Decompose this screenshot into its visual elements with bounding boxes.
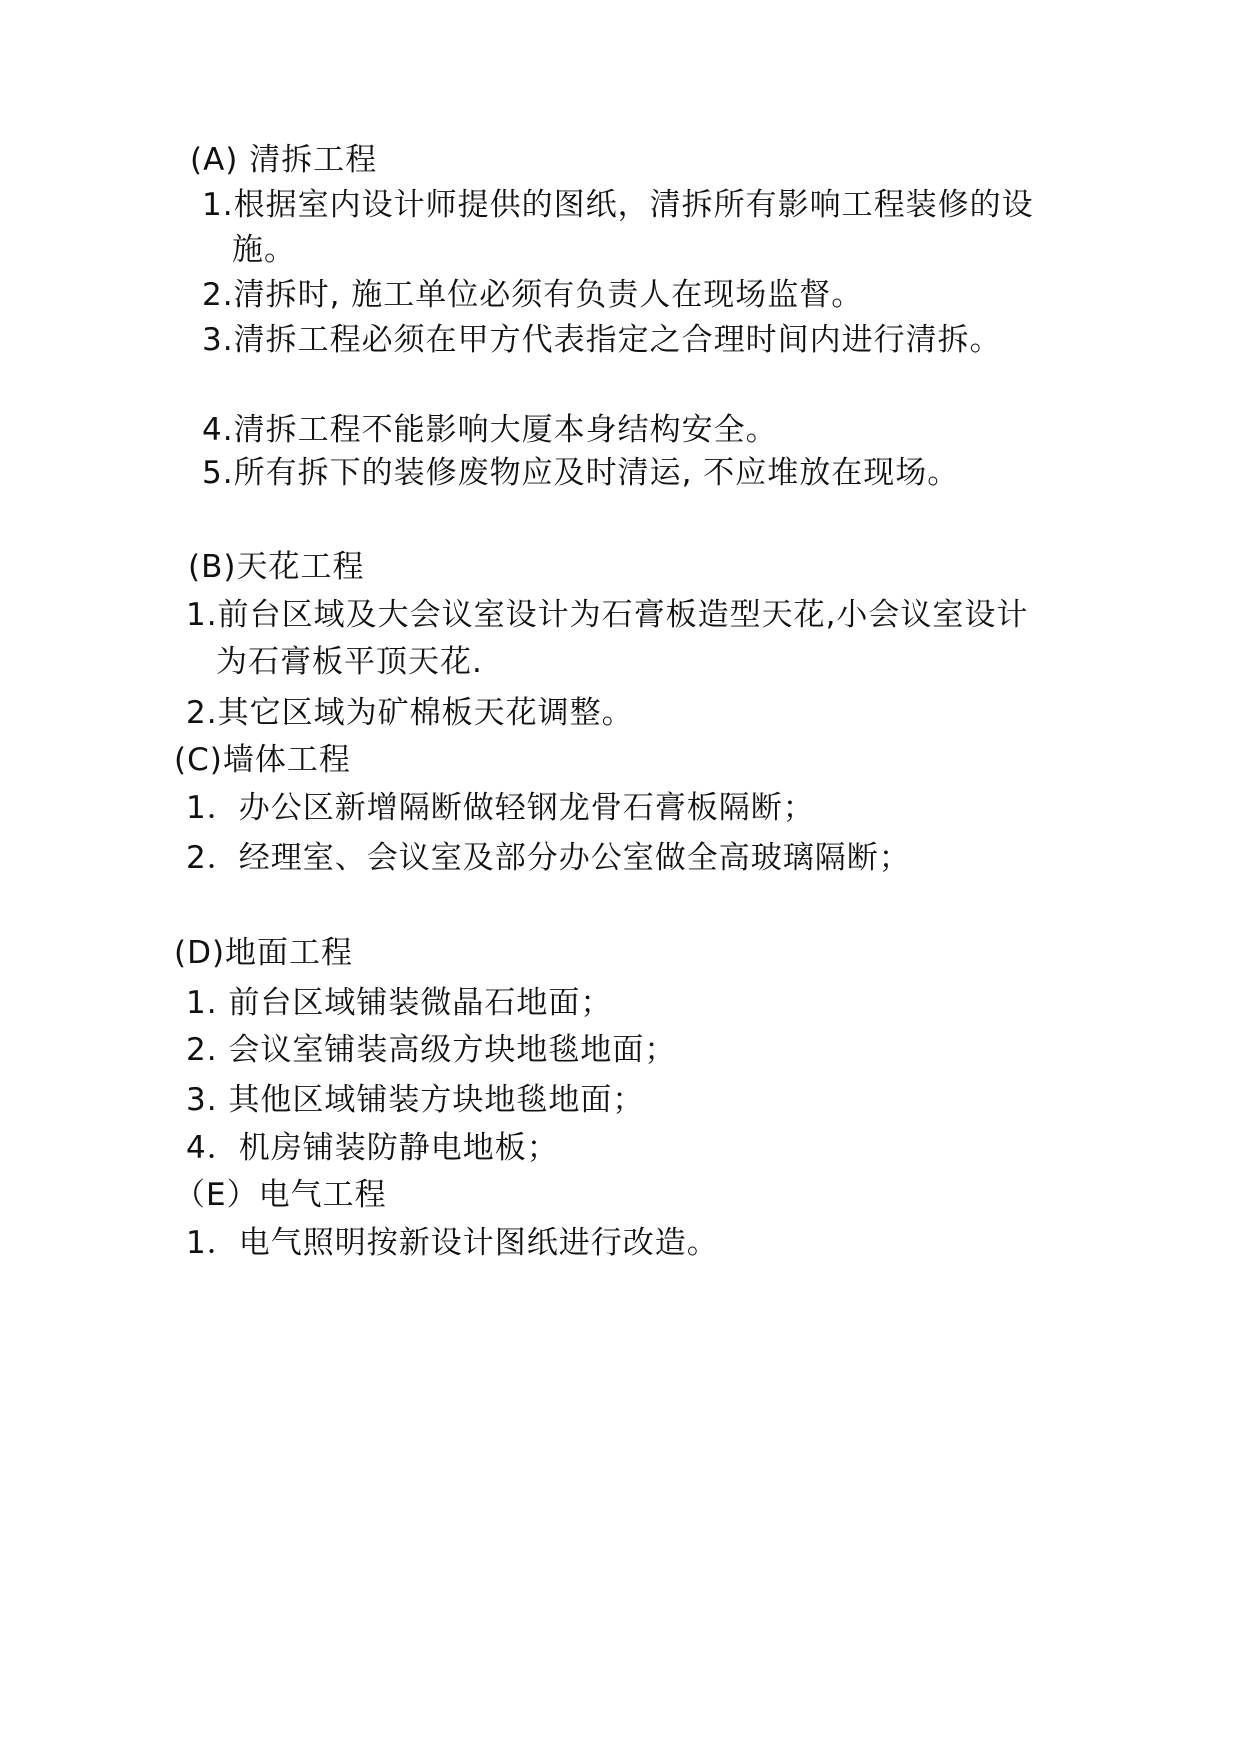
list-item: 1．电气照明按新设计图纸进行改造。 bbox=[186, 1225, 719, 1261]
list-item: 1．办公区新增隔断做轻钢龙骨石膏板隔断； bbox=[186, 790, 815, 826]
section-a-title: (A) 清拆工程 bbox=[190, 142, 378, 178]
section-b-title: (B)天花工程 bbox=[188, 549, 365, 585]
list-item-continuation: 施。 bbox=[232, 232, 296, 268]
list-item-continuation: 为石膏板平顶天花. bbox=[216, 644, 483, 680]
list-item: 1. 前台区域铺装微晶石地面； bbox=[186, 985, 613, 1021]
list-item: 1.前台区域及大会议室设计为石膏板造型天花,小会议室设计 bbox=[186, 597, 1029, 633]
section-c-title: (C)墙体工程 bbox=[174, 742, 351, 778]
list-item: 3.清拆工程必须在甲方代表指定之合理时间内进行清拆。 bbox=[202, 322, 1002, 358]
section-d-title: (D)地面工程 bbox=[174, 935, 354, 971]
section-e-title: （E）电气工程 bbox=[174, 1177, 387, 1213]
list-item: 3. 其他区域铺装方块地毯地面； bbox=[186, 1082, 645, 1118]
list-item: 2. 会议室铺装高级方块地毯地面； bbox=[186, 1032, 677, 1068]
list-item: 5.所有拆下的装修废物应及时清运, 不应堆放在现场。 bbox=[202, 455, 960, 491]
list-item: 4.清拆工程不能影响大厦本身结构安全。 bbox=[202, 412, 778, 448]
list-item: 2.清拆时, 施工单位必须有负责人在现场监督。 bbox=[202, 277, 864, 313]
list-item: 4．机房铺装防静电地板； bbox=[186, 1130, 559, 1166]
list-item: 1.根据室内设计师提供的图纸，清拆所有影响工程装修的设 bbox=[202, 187, 1034, 223]
list-item: 2.其它区域为矿棉板天花调整。 bbox=[186, 695, 634, 731]
list-item: 2．经理室、会议室及部分办公室做全高玻璃隔断； bbox=[186, 840, 911, 876]
